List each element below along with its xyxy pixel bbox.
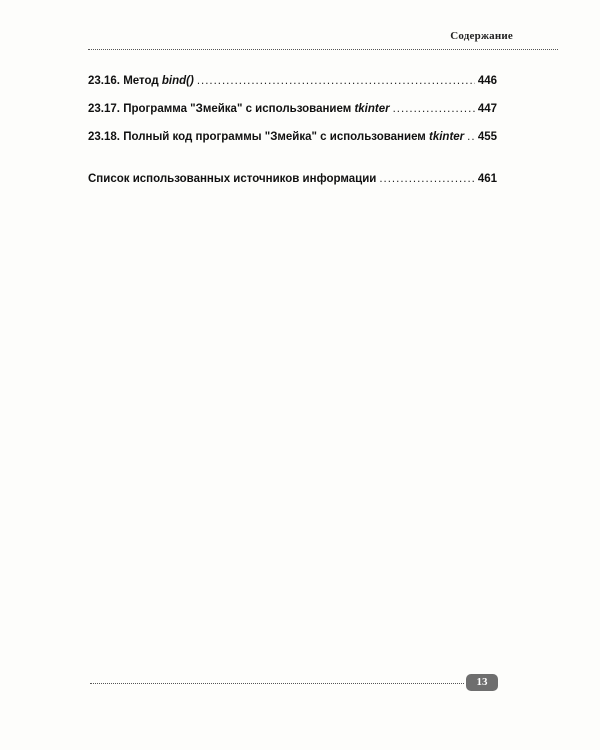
top-dotted-divider — [88, 49, 558, 50]
table-of-contents — [88, 74, 497, 187]
toc-page-number: 455 — [477, 131, 497, 143]
toc-entry-references[interactable] — [88, 172, 497, 187]
toc-entry-label: 23.17. Программа "Змейка" с использованием tkinter — [88, 103, 390, 115]
toc-leader-dots — [379, 172, 474, 187]
toc-leader-dots — [467, 130, 475, 145]
toc-leader-dots — [393, 102, 475, 117]
toc-page-number: 446 — [477, 75, 497, 87]
toc-entry-label: 23.18. Полный код программы "Змейка" с использованием tkinter — [88, 131, 465, 143]
toc-page-number: 461 — [477, 173, 497, 185]
running-header-title: Содержание — [450, 30, 513, 42]
toc-entry-23-18[interactable] — [88, 130, 497, 145]
page-number-badge: 13 — [466, 674, 498, 691]
toc-entry-23-17[interactable] — [88, 102, 497, 117]
toc-entry-23-16[interactable] — [88, 74, 497, 89]
toc-leader-dots — [197, 74, 475, 89]
toc-page-number: 447 — [477, 103, 497, 115]
toc-entry-label: Список использованных источников информации — [88, 173, 377, 185]
toc-entry-label: 23.16. Метод bind() — [88, 75, 194, 87]
bottom-dotted-divider — [90, 683, 464, 684]
